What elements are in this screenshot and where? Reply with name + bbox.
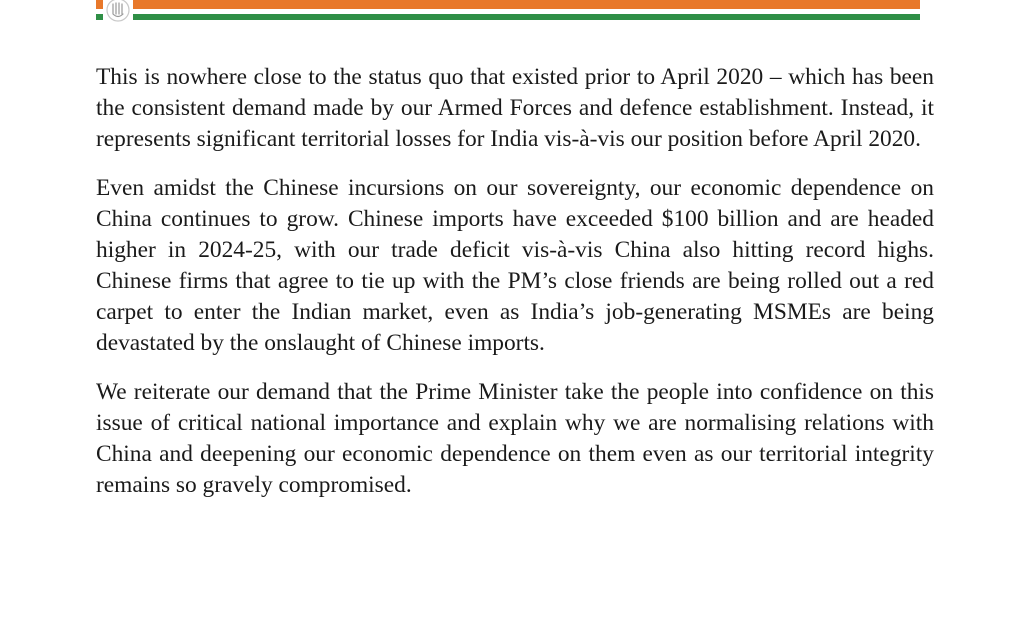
paragraph-economic-dependence: Even amidst the Chinese incursions on our sovereignty, our economic dependence on China continues to grow. Chinese imports have exceeded $100 billion and are headed higher in 2024-25, with our trade deficit vis-à-vis China also hitting record highs. Chinese firms that agree to tie up with the PM’s close friends are being rolled out a red carpet to enter the Indian market, even as India’s job-generating MSMEs are being devastated by the onslaught of Chinese imports. (96, 175, 934, 356)
header-stripe-green (96, 14, 920, 20)
paragraph-demand: We reiterate our demand that the Prime Minister take the people into confidence on this issue of critical national importance and explain why we are normalising relations with China and deepening our economic dependence on them even as our territorial integrity remains so gravely compromised. (96, 379, 934, 498)
hand-emblem-icon (103, 0, 133, 24)
paragraph-status-quo: This is nowhere close to the status quo that existed prior to April 2020 – which has been the consistent demand made by our Armed Forces and defence establishment. Instead, it represents significant territorial losses for India vis-à-vis our position before April 2020. (96, 64, 934, 152)
header-stripe-saffron (96, 0, 920, 9)
statement-body (96, 62, 934, 519)
